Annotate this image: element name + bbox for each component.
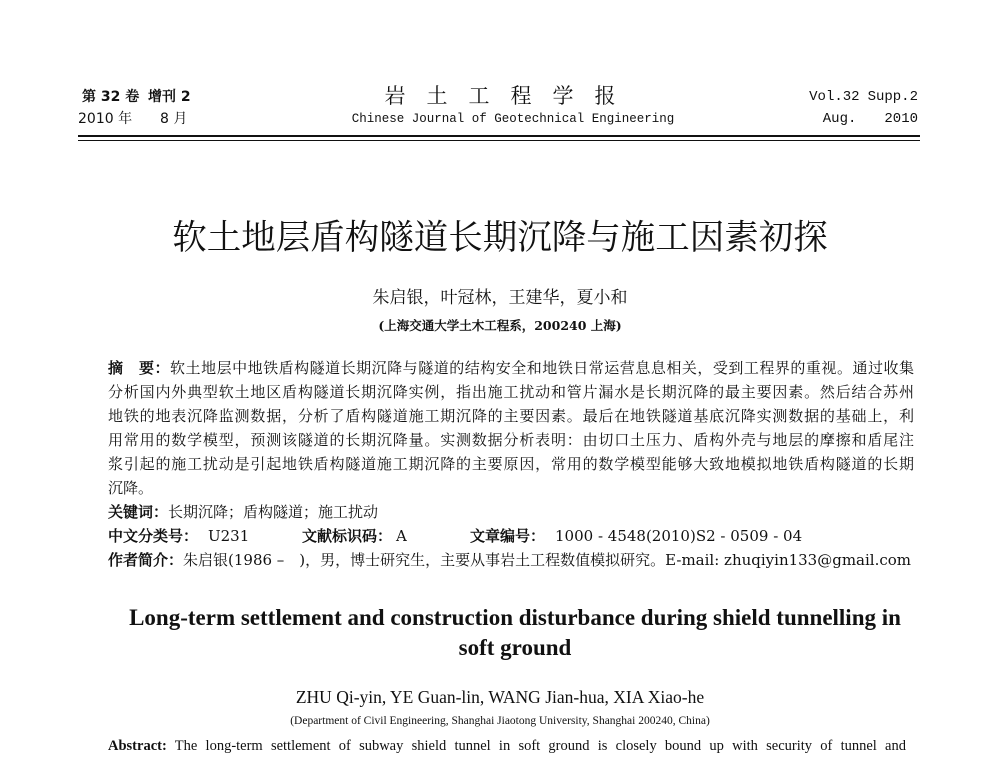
supplement-en: Supp.2 — [867, 89, 918, 105]
date-info-en — [823, 110, 918, 128]
authors-cn: 朱启银，叶冠林，王建华，夏小和 — [372, 288, 628, 308]
abstract-cn — [108, 356, 914, 572]
journal-name-cn: 岩 土 工 程 学 报 — [384, 84, 616, 108]
abstract-cn-line — [108, 356, 914, 380]
author-bio-text: 朱启银(1986 – )，男，博士研究生，主要从事岩土工程数值模拟研究。E-mail: zhuqiyin133@gmail.com — [183, 551, 912, 569]
paper-title-en-line: soft ground — [458, 635, 572, 660]
paper-title-cn: 软土地层盾构隧道长期沉降与施工因素初探 — [172, 218, 828, 258]
doc-code-value: A — [396, 527, 407, 545]
keywords-cn-label: 关键词： — [108, 503, 169, 521]
volume-number: 第 32 卷 — [82, 89, 140, 105]
abstract-cn-line: 用常用的数学模型，预测该隧道的长期沉降量。实测数据分析表明：由切口土压力、盾构外壳与地层的摩擦和盾尾注 — [108, 431, 914, 449]
month-en: Aug. — [822, 111, 857, 127]
abstract-en-label: Abstract: — [108, 738, 167, 754]
keywords-cn-text: 长期沉降；盾构隧道；施工扰动 — [168, 503, 379, 521]
keywords-cn — [108, 500, 914, 524]
classification-line — [108, 524, 914, 548]
author-bio-label: 作者简介： — [108, 551, 184, 569]
authors-en: ZHU Qi-yin, YE Guan-lin, WANG Jian-hua, XIA Xiao-he — [295, 687, 705, 707]
clc-label: 中文分类号： — [108, 527, 199, 545]
issue-year: 2010 年 — [78, 111, 133, 127]
doc-code-label: 文献标识码： — [302, 527, 393, 545]
abstract-cn-label: 摘 要： — [108, 359, 171, 377]
affiliation-cn: (上海交通大学土木工程系，200240 上海) — [378, 318, 622, 333]
year-en: 2010 — [884, 111, 918, 127]
issue-month: 8 月 — [160, 111, 188, 127]
header-rule-thin — [78, 140, 920, 141]
abstract-cn-line: 分析国内外典型软土地区盾构隧道长期沉降实例，指出施工扰动和管片漏水是长期沉降的最主要因素。然后结合苏州 — [108, 383, 914, 401]
author-bio — [108, 548, 914, 572]
paper-title-en-line: Long-term settlement and construction disturbance during shield tunnelling in — [129, 605, 901, 630]
article-number-value: 1000 - 4548(2010)S2 - 0509 - 04 — [555, 527, 803, 545]
abstract-cn-line: 地铁的地表沉降监测数据，分析了盾构隧道施工期沉降的主要因素。最后在地铁隧道基底沉降实测数据的基础上，利 — [108, 407, 914, 425]
affiliation-en: (Department of Civil Engineering, Shanghai Jiaotong University, Shanghai 200240, China) — [290, 715, 710, 727]
abstract-en — [108, 735, 906, 757]
clc-value: U231 — [208, 527, 250, 545]
supplement-number: 增刊 2 — [148, 89, 191, 105]
header-rule-thick — [78, 135, 920, 137]
article-number-label: 文章编号： — [470, 527, 546, 545]
journal-name-en: Chinese Journal of Geotechnical Engineering — [351, 112, 675, 126]
volume-info-en — [809, 88, 918, 106]
abstract-cn-line: 沉降。 — [108, 479, 154, 497]
abstract-cn-line: 浆引起的施工扰动是引起地铁盾构隧道施工期沉降的主要原因，常用的数学模型能够大致地模拟地铁盾构隧道的长期 — [108, 455, 914, 473]
abstract-en-text: The long-term settlement of subway shield tunnel in soft ground is closely bound up with security of tunnel and — [166, 738, 906, 754]
abstract-cn-text: 软土地层中地铁盾构隧道长期沉降与隧道的结构安全和地铁日常运营息息相关，受到工程界的重视。通过收集 — [170, 359, 914, 377]
volume-en: Vol.32 — [809, 89, 860, 105]
